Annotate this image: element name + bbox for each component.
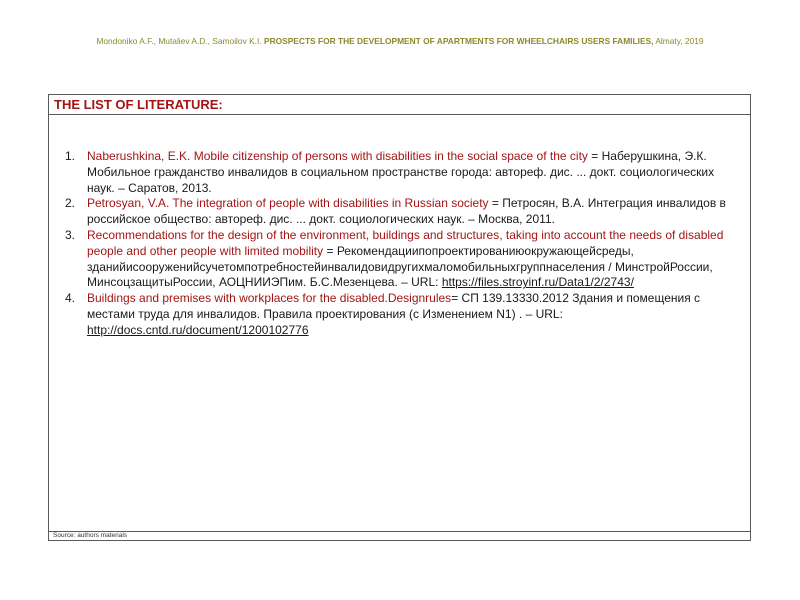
reference-number: 3. — [65, 227, 76, 242]
source-note: Source: authors materials — [49, 531, 750, 540]
reference-title: Recommendations for the design of the environment, buildings and structures, taking into account the needs of disabled people and other people with limited mobility — [87, 227, 724, 258]
reference-list — [65, 149, 745, 339]
reference-number: 1. — [65, 149, 76, 163]
reference-details: = СП 139.13330.2012 Здания и помещения с местами труда для инвалидов. Правила проектирования (с Изменением N1) . – URL: — [87, 291, 701, 321]
reference-title: Buildings and premises with workplaces for the disabled.Designrules — [87, 291, 452, 306]
section-title: THE LIST OF LITERATURE: — [49, 95, 750, 115]
reference-details: = Петросян, В.А. Интеграция инвалидов в российское общество: автореф. дис. ... докт. социологических наук. – Москва, 2011. — [87, 196, 726, 227]
reference-item — [65, 291, 745, 338]
reference-title: Naberushkina, E.K. Mobile citizenship of persons with disabilities in the social space of the city — [87, 149, 588, 163]
header-place-year: Almaty, 2019 — [655, 36, 704, 46]
reference-number: 2. — [65, 196, 76, 211]
document-header — [0, 36, 800, 46]
header-authors: Mondoniko A.F., Mutaliev A.D., Samoilov K.I. — [96, 36, 262, 46]
reference-url-link[interactable]: http://docs.cntd.ru/document/1200102776 — [87, 322, 309, 337]
reference-item — [65, 149, 745, 196]
reference-title: Petrosyan, V.A. The integration of people with disabilities in Russian society — [87, 196, 489, 211]
literature-frame — [48, 94, 751, 541]
reference-item — [65, 196, 745, 228]
reference-details: = Рекомендациипопроектированиюокружающейсреды, зданийисооруженийсучетомпотребностейинвалидовидругихмаломобильныхгруппнаселения / МинстройРоссии, МинсоцзащитыРоссии, АОЦНИИЭПим. Б.С.Мезенцева. – URL: — [87, 243, 713, 290]
reference-item — [65, 228, 745, 291]
header-title: PROSPECTS FOR THE DEVELOPMENT OF APARTMENTS FOR WHEELCHAIRS USERS FAMILIES, — [263, 36, 654, 46]
reference-url-link[interactable]: https://files.stroyinf.ru/Data1/2/2743/ — [441, 275, 634, 290]
reference-number: 4. — [65, 291, 76, 306]
reference-details: = Наберушкина, Э.К. Мобильное гражданство инвалидов в социальном пространстве города: автореф. дис. ... докт. социологических наук. – Саратов, 2013. — [87, 149, 715, 195]
